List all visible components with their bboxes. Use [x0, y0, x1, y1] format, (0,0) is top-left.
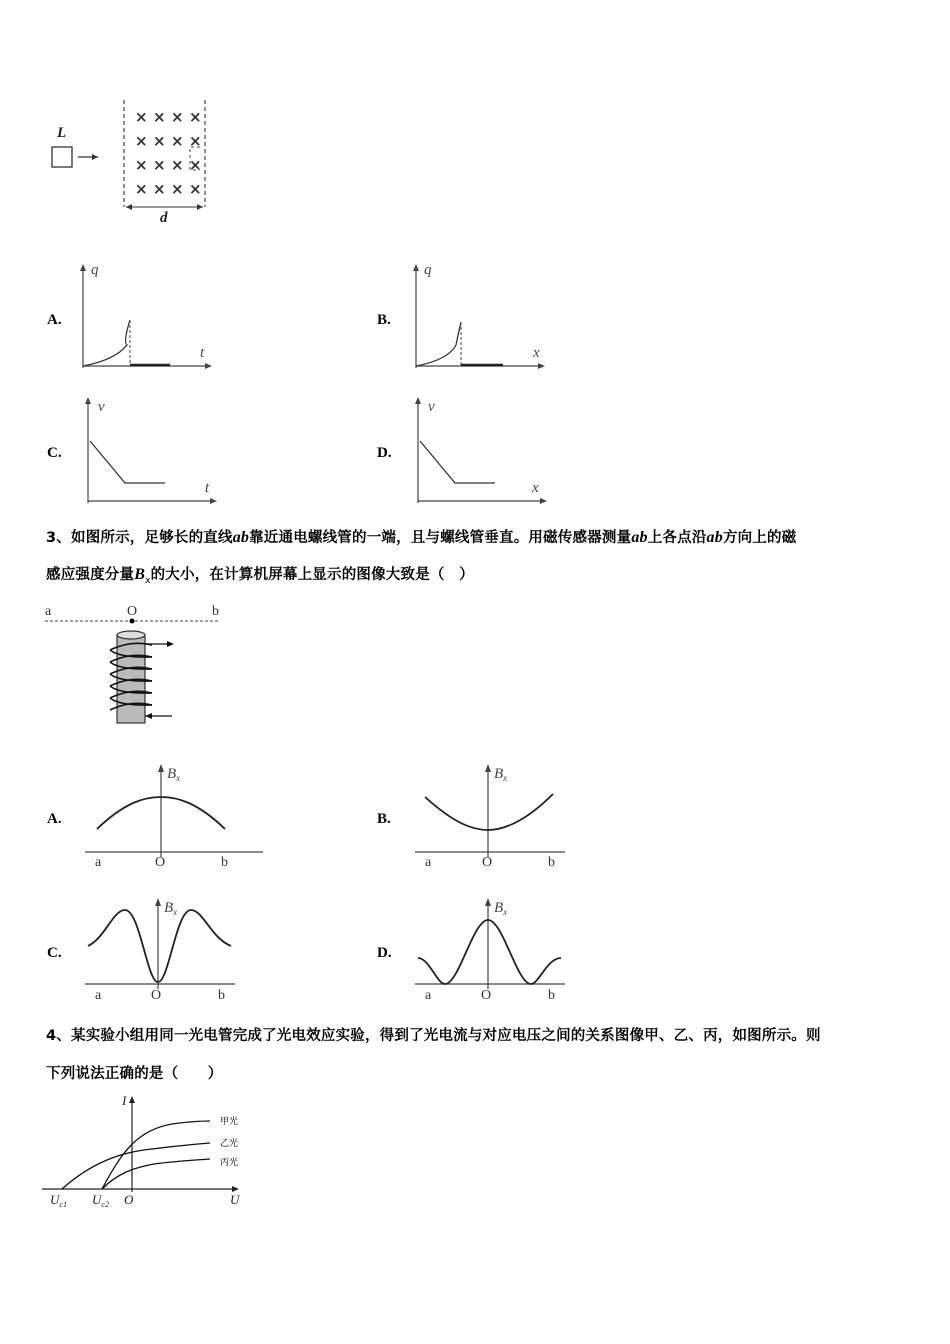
q2-a-x-axis-label: t — [200, 345, 205, 361]
q2-field-x-mark: × — [189, 180, 202, 198]
q4-photocurrent-chart — [42, 1092, 252, 1212]
q3-b-tick-a: a — [425, 855, 432, 870]
q4-x-axis-label: U — [230, 1192, 240, 1207]
q2-c-line — [90, 441, 165, 483]
q3-option-c-label[interactable]: C. — [47, 945, 62, 961]
q2-b-curve — [416, 322, 461, 366]
q2-b-y-axis-label: q — [424, 262, 432, 278]
q2-field-x-mark: × — [189, 108, 202, 126]
q3-c-curve — [88, 910, 231, 982]
q4-uc2-label: $U_{c2}$ — [92, 1192, 109, 1209]
q2-d-x-axis-label: x — [532, 480, 539, 496]
q3-a-tick-a: a — [95, 855, 102, 870]
q4-question-line2: 下列说法正确的是（ ） — [46, 1066, 223, 1082]
q4-legend-bing: 丙光 — [220, 1158, 239, 1168]
q4-curve-yi — [62, 1143, 210, 1189]
q3-c-tick-b: b — [218, 988, 225, 1003]
q3-d-curve — [418, 920, 561, 984]
q2-option-c-graph[interactable] — [80, 393, 230, 508]
q2-option-b-label[interactable]: B. — [377, 312, 391, 328]
q4-uc1-label: $U_{c1}$ — [50, 1192, 67, 1209]
q4-legend-yi: 乙光 — [220, 1139, 239, 1149]
q3-d-tick-o: O — [481, 988, 492, 1003]
q3-a-tick-b: b — [221, 855, 228, 870]
q2-field-x-mark: × — [135, 132, 148, 150]
q2-coil-square — [52, 147, 72, 167]
q3-c-y-axis: $B_x$ — [164, 900, 178, 917]
q3-d-tick-b: b — [548, 988, 555, 1003]
q3-solenoid-figure — [40, 600, 240, 730]
q2-option-d-label[interactable]: D. — [377, 445, 392, 461]
q3-option-b-graph[interactable] — [415, 762, 595, 872]
q2-a-y-axis-label: q — [91, 262, 99, 278]
q2-field-x-mark: × — [153, 132, 166, 150]
q2-option-b-graph[interactable] — [408, 260, 558, 375]
q3-point-o: O — [127, 604, 138, 619]
q3-b-tick-b: b — [548, 855, 555, 870]
q3-d-tick-a: a — [425, 988, 432, 1003]
q3-option-b-label[interactable]: B. — [377, 811, 391, 827]
q3-option-d-label[interactable]: D. — [377, 945, 392, 961]
q3-question-line2: 感应强度分量$B_x$的大小，在计算机屏幕上显示的图像大致是（ ） — [46, 566, 475, 586]
q4-legend-jia: 甲光 — [220, 1117, 239, 1127]
q3-option-d-graph[interactable] — [415, 896, 595, 1006]
q2-field-x-mark: × — [171, 180, 184, 198]
q3-point-a: a — [45, 604, 52, 619]
q2-field-x-mark: × — [135, 108, 148, 126]
q3-b-y-axis: $B_x$ — [494, 766, 508, 783]
q3-option-a-label[interactable]: A. — [47, 811, 62, 827]
q2-field-x-mark: × — [189, 132, 202, 150]
q4-curve-bing — [102, 1159, 210, 1189]
q4-question-line1: 4、某实验小组用同一光电管完成了光电效应实验，得到了光电流与对应电压之间的关系图像甲、乙、丙，如图所示。则 — [46, 1028, 821, 1044]
q2-field-x-mark: × — [171, 156, 184, 174]
q2-b-x-axis-label: x — [533, 345, 540, 361]
q2-option-c-label[interactable]: C. — [47, 445, 62, 461]
q2-field-x-mark: × — [189, 156, 202, 174]
q2-d-line — [420, 441, 495, 483]
q2-width-label: d — [160, 210, 168, 226]
q3-a-y-axis: $B_x$ — [167, 766, 181, 783]
q3-option-c-graph[interactable] — [85, 896, 265, 1006]
q3-question-line1: 3、如图所示，足够长的直线ab靠近通电螺线管的一端，且与螺线管垂直。用磁传感器测量ab上各点沿ab方向上的磁 — [46, 529, 797, 546]
q2-field-x-mark: × — [153, 108, 166, 126]
q3-b-tick-o: O — [482, 855, 493, 870]
q4-origin-label: O — [124, 1192, 134, 1207]
q2-field-x-mark: × — [153, 156, 166, 174]
q2-setup-figure — [40, 95, 240, 225]
q3-b-curve — [425, 794, 553, 830]
q2-c-x-axis-label: t — [205, 480, 210, 496]
q2-field-x-mark: × — [171, 132, 184, 150]
q2-option-a-label[interactable]: A. — [47, 312, 62, 328]
q2-c-y-axis-label: v — [98, 399, 105, 415]
q2-option-d-graph[interactable] — [410, 393, 560, 508]
q2-field-x-mark: × — [135, 156, 148, 174]
q3-option-a-graph[interactable] — [85, 762, 265, 872]
q2-field-marks — [135, 108, 202, 198]
q2-field-x-mark: × — [153, 180, 166, 198]
q3-d-y-axis: $B_x$ — [494, 900, 508, 917]
q2-a-curve — [83, 320, 130, 366]
q2-field-x-mark: × — [135, 180, 148, 198]
q3-a-tick-o: O — [155, 855, 166, 870]
q4-curve-jia — [102, 1121, 210, 1189]
q3-c-tick-a: a — [95, 988, 102, 1003]
q2-side-label: L — [57, 125, 67, 141]
q2-d-y-axis-label: v — [428, 399, 435, 415]
q3-c-tick-o: O — [151, 988, 162, 1003]
q2-option-a-graph[interactable] — [75, 260, 225, 375]
q2-field-x-mark: × — [171, 108, 184, 126]
q3-point-b: b — [212, 604, 219, 619]
q4-y-axis-label: I — [122, 1093, 127, 1108]
